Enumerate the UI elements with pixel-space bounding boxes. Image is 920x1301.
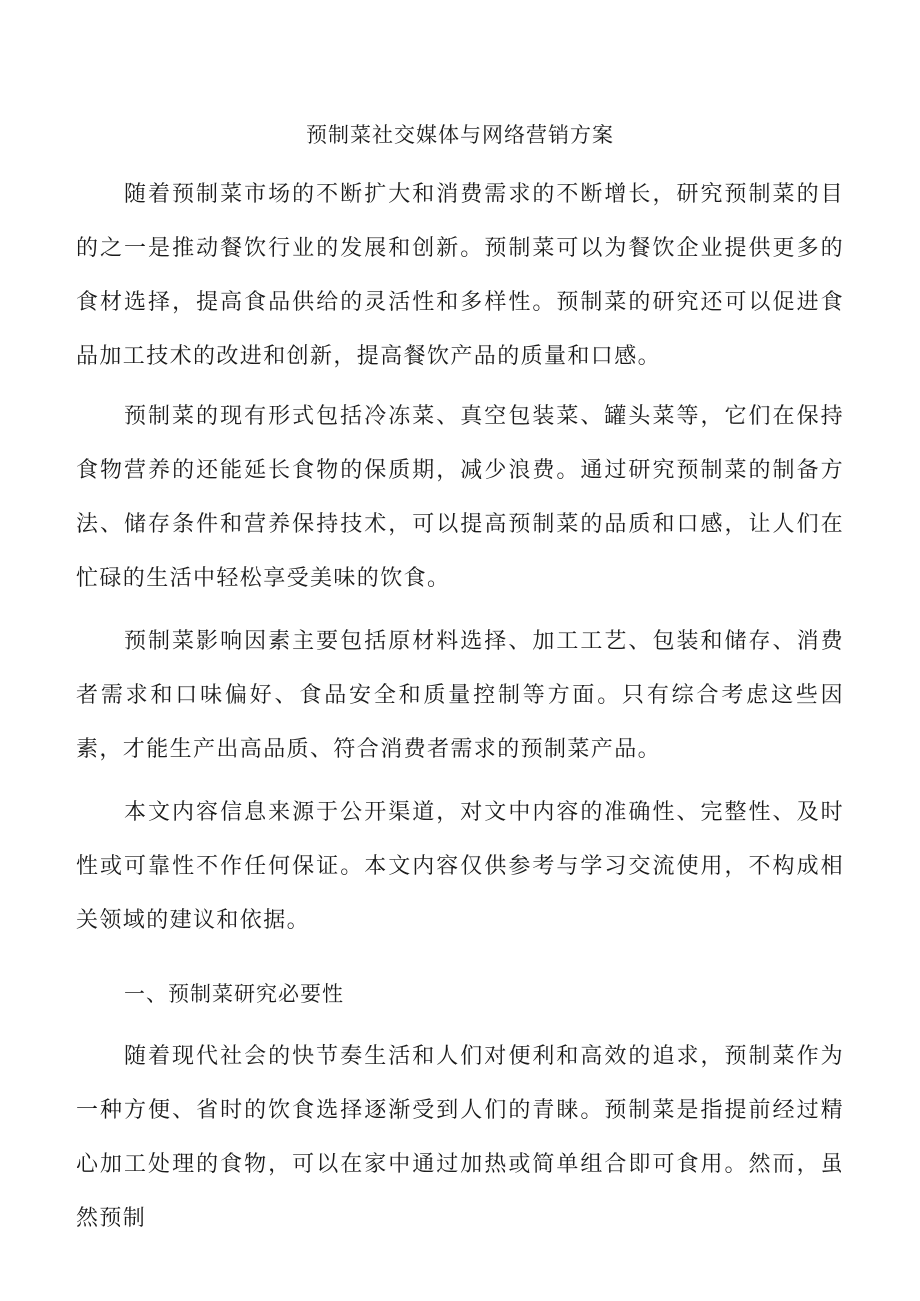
section-heading: 一、预制菜研究必要性 <box>124 982 344 1006</box>
paragraph-factors: 预制菜影响因素主要包括原材料选择、加工工艺、包装和储存、消费者需求和口味偏好、食品安全和质量控制等方面。只有综合考虑这些因素，才能生产出高品质、符合消费者需求的预制菜产品。 <box>76 629 844 762</box>
paragraph-forms: 预制菜的现有形式包括冷冻菜、真空包装菜、罐头菜等，它们在保持食物营养的还能延长食物的保质期，减少浪费。通过研究预制菜的制备方法、储存条件和营养保持技术，可以提高预制菜的品质和口感，让人们在忙碌的生活中轻松享受美味的饮食。 <box>76 404 844 591</box>
paragraph-section-intro: 随着现代社会的快节奏生活和人们对便利和高效的追求，预制菜作为一种方便、省时的饮食选择逐渐受到人们的青睐。预制菜是指提前经过精心加工处理的食物，可以在家中通过加热或简单组合即可食用。然而，虽然预制 <box>76 1044 844 1231</box>
paragraph-disclaimer: 本文内容信息来源于公开渠道，对文中内容的准确性、完整性、及时性或可靠性不作任何保证。本文内容仅供参考与学习交流使用，不构成相关领域的建议和依据。 <box>76 800 844 933</box>
document-title: 预制菜社交媒体与网络营销方案 <box>306 123 614 147</box>
paragraph-purpose: 随着预制菜市场的不断扩大和消费需求的不断增长，研究预制菜的目的之一是推动餐饮行业的发展和创新。预制菜可以为餐饮企业提供更多的食材选择，提高食品供给的灵活性和多样性。预制菜的研究还可以促进食品加工技术的改进和创新，提高餐饮产品的质量和口感。 <box>76 182 844 369</box>
